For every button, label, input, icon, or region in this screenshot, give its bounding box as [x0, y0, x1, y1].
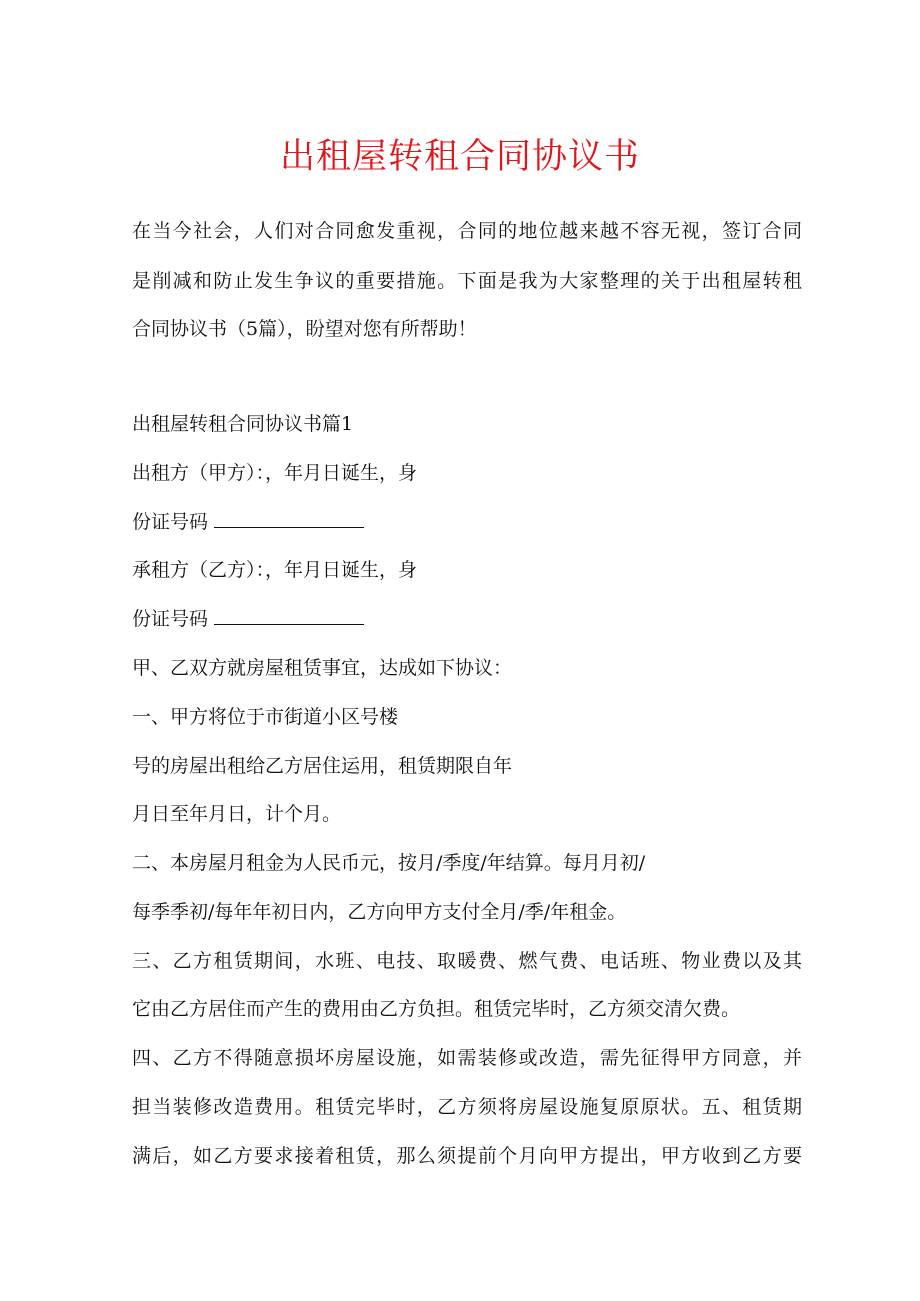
- agreement-intro: 甲、乙双方就房屋租赁事宜，达成如下协议：: [132, 657, 513, 679]
- intro-line-1: 在当今社会，人们对合同愈发重视，合同的地位越来越不容无视，签订合同: [132, 220, 802, 242]
- clause2-line-1: 二、本房屋月租金为人民币元，按月/季度/年结算。每月月初/: [132, 852, 646, 874]
- party-b-line: 承租方（乙方）：，年月日诞生，身: [132, 559, 418, 581]
- party-b-id-label: 份证号码: [132, 608, 209, 630]
- clause3-line-1: 三、乙方租赁期间，水班、电技、取暖费、燃气费、电话班、物业费以及其: [132, 950, 802, 972]
- section-heading: 出租屋转租合同协议书篇1: [132, 413, 354, 435]
- document-title: 出租屋转租合同协议书: [279, 137, 640, 177]
- party-a-line: 出租方（甲方）：，年月日诞生，身: [132, 462, 418, 484]
- intro-line-2: 是削减和防止发生争议的重要措施。下面是我为大家整理的关于出租屋转租: [132, 270, 802, 292]
- clause4-line-1: 四、乙方不得随意损坏房屋设施，如需装修或改造，需先征得甲方同意，并: [132, 1047, 802, 1069]
- clause1-line-1: 一、甲方将位于市街道小区号楼: [132, 706, 399, 728]
- party-b-id-row: [132, 604, 802, 634]
- party-a-id-label: 份证号码: [132, 511, 209, 533]
- clause4-line-2: 担当装修改造费用。租赁完毕时，乙方须将房屋设施复原原状。五、租赁期: [132, 1096, 802, 1118]
- clause4-line-3: 满后，如乙方要求接着租赁，那么须提前个月向甲方提出，甲方收到乙方要: [132, 1145, 802, 1167]
- clause1-line-2: 号的房屋出租给乙方居住运用，租赁期限自年: [132, 755, 513, 777]
- intro-line-3: 合同协议书（5篇），盼望对您有所帮助！: [132, 318, 477, 340]
- party-b-id-blank: [214, 606, 364, 625]
- clause3-line-2: 它由乙方居住而产生的费用由乙方负担。租赁完毕时，乙方须交清欠费。: [132, 998, 741, 1020]
- clause2-line-2: 每季季初/每年年初日内，乙方向甲方支付全月/季/年租金。: [132, 901, 627, 923]
- party-a-id-row: [132, 507, 802, 537]
- clause1-line-3: 月日至年月日，计个月。: [132, 803, 342, 825]
- party-a-id-blank: [214, 509, 364, 528]
